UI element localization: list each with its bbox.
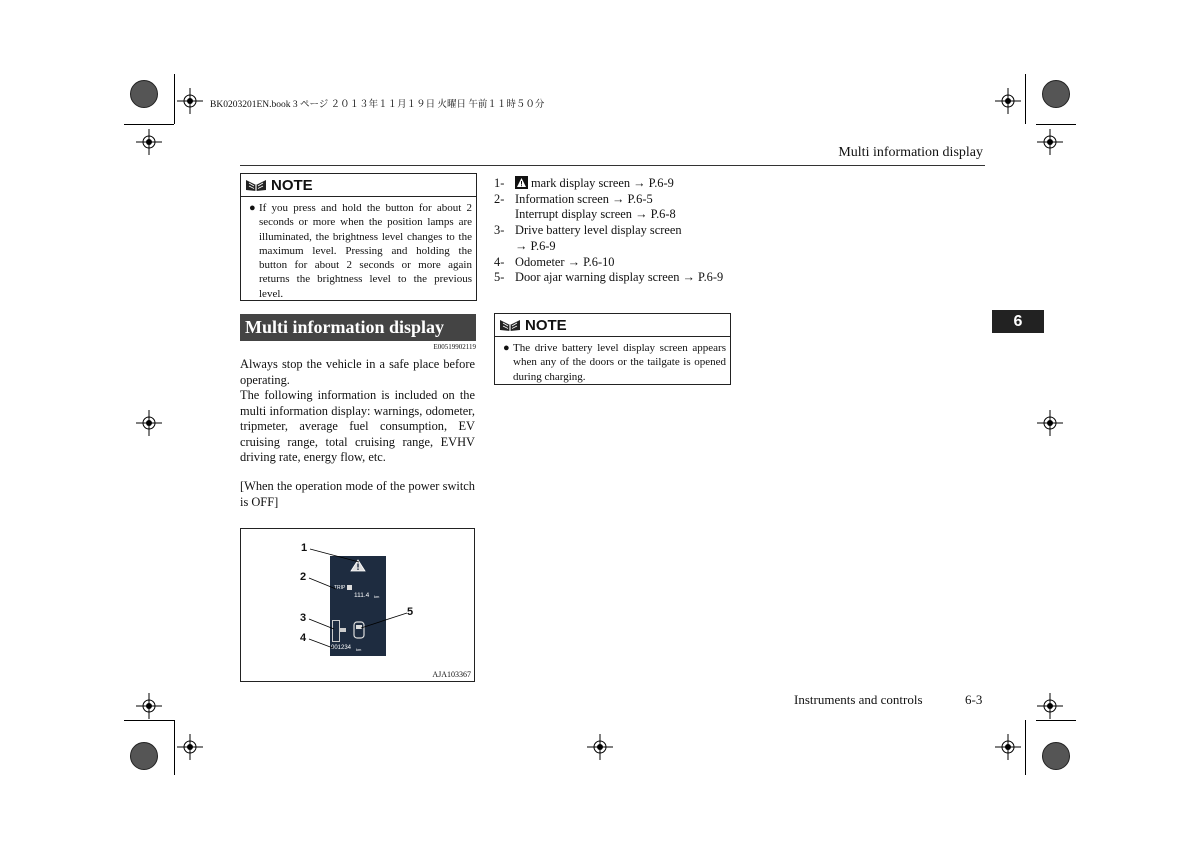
registration-mark-icon [1037, 129, 1063, 155]
chapter-tab: 6 [992, 310, 1044, 333]
color-rosette-icon [1042, 80, 1070, 108]
color-rosette-icon [1042, 742, 1070, 770]
paragraph: The following information is included on the multi information display: warnings, odometer, tripmeter, average fuel consumption, EV cruising range, total cruising range, EVHV driving rate, energy flow, etc. [240, 388, 475, 465]
list-item [494, 176, 754, 192]
list-number: 3- [494, 223, 505, 238]
note-title: NOTE [271, 176, 313, 194]
display-figure [240, 528, 475, 682]
trip-unit: km [374, 594, 380, 599]
list-number: 4- [494, 254, 505, 269]
list-text: Information screen → P.6-5 [515, 191, 653, 206]
registration-mark-icon [136, 129, 162, 155]
bullet-icon: ● [503, 342, 510, 354]
note-text-block [241, 197, 476, 305]
list-item [494, 223, 754, 254]
note-header [241, 174, 476, 197]
list-number: 1- [494, 176, 505, 190]
crop-mark [174, 74, 175, 124]
odometer-unit: km [356, 647, 362, 652]
list-number: 2- [494, 191, 505, 206]
list-text: Odometer → P.6-10 [515, 254, 615, 269]
paragraph: Always stop the vehicle in a safe place before operating. [240, 357, 475, 387]
note-title: NOTE [525, 316, 567, 334]
list-text: Drive battery level display screen [515, 223, 682, 238]
registration-mark-icon [177, 88, 203, 114]
list-item [494, 270, 754, 286]
section-code: E00519902119 [433, 343, 476, 351]
callout-5: 5 [407, 606, 414, 618]
registration-mark-icon [136, 410, 162, 436]
callout-1: 1 [301, 542, 308, 554]
registration-mark-icon [136, 693, 162, 719]
crop-mark [124, 124, 174, 125]
crop-mark [1025, 74, 1026, 124]
list-item [494, 255, 754, 271]
note-box [240, 173, 477, 301]
registration-mark-icon [177, 734, 203, 760]
callout-2: 2 [300, 571, 307, 583]
screen-list [494, 176, 754, 286]
note-text: The drive battery level display screen appears when any of the doors or the tailgate is opened during charging. [513, 342, 726, 383]
list-text: Interrupt display screen → P.6-8 [515, 207, 676, 222]
note-text-block [495, 337, 730, 388]
section-heading: Multi information display [240, 314, 476, 341]
list-text: mark display screen → P.6-9 [531, 176, 674, 190]
list-number: 5- [494, 270, 505, 285]
callout-4: 4 [300, 632, 307, 644]
crop-mark [124, 720, 174, 721]
figure-code: AJA103367 [432, 670, 471, 679]
bullet-icon: ● [249, 202, 256, 214]
header-rule [240, 165, 985, 166]
crop-mark [1025, 720, 1026, 775]
color-rosette-icon [130, 742, 158, 770]
note-header [495, 314, 730, 337]
registration-mark-icon [995, 734, 1021, 760]
list-item [494, 192, 754, 223]
callout-3: 3 [300, 612, 307, 624]
crop-mark [1036, 124, 1076, 125]
registration-mark-icon [1037, 693, 1063, 719]
list-text: Door ajar warning display screen → P.6-9 [515, 270, 724, 285]
running-head: Multi information display [838, 145, 983, 160]
crop-mark [1036, 720, 1076, 721]
registration-mark-icon [995, 88, 1021, 114]
note-text: If you press and hold the button for about 2 seconds or more when the position lamps are illuminated, the brightness level changes to the maximum level. Pressing and holding the button for about 2 seconds or more again returns the brightness level to the previous level. [259, 202, 472, 300]
trip-label: TRIP [334, 585, 346, 591]
note-box [494, 313, 731, 385]
registration-mark-icon [587, 734, 613, 760]
crop-mark [174, 720, 175, 775]
page-number: 6-3 [965, 692, 983, 707]
footer-section: Instruments and controls [794, 692, 923, 707]
paragraph: [When the operation mode of the power switch is OFF] [240, 479, 475, 509]
warning-triangle-icon [515, 176, 528, 189]
print-header: BK0203201EN.book 3 ページ ２０１３年１１月１９日 火曜日 午前１１時５０分 [210, 100, 545, 110]
note-icon [499, 318, 521, 332]
callout-leaders [241, 529, 476, 683]
list-text: → P.6-9 [515, 238, 556, 253]
registration-mark-icon [1037, 410, 1063, 436]
odometer-value: 001234 [331, 645, 352, 651]
color-rosette-icon [130, 80, 158, 108]
note-icon [245, 178, 267, 192]
trip-distance: 111.4 [354, 592, 370, 599]
